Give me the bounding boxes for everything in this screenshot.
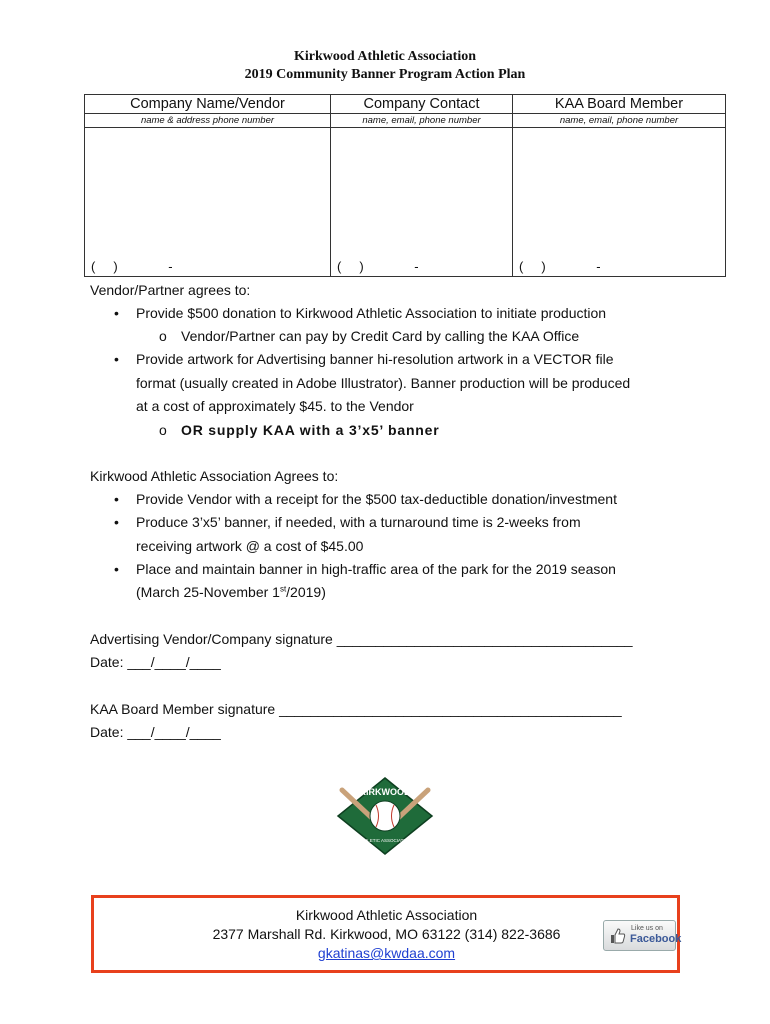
col-header-vendor: Company Name/Vendor (85, 95, 331, 114)
col-header-contact: Company Contact (331, 95, 513, 114)
vendor-bullet-1-sub: Vendor/Partner can pay by Credit Card by calling the KAA Office (181, 328, 580, 344)
bullet-circle: o (159, 328, 167, 344)
contact-entry-cell[interactable] (331, 128, 513, 277)
kaa-bullet-1: Provide Vendor with a receipt for the $500 tax-deductible donation/investment (136, 491, 617, 507)
kirkwood-logo (334, 776, 436, 856)
vendor-signature-line[interactable]: Advertising Vendor/Company signature ______________________________________ (90, 631, 633, 647)
board-signature-line[interactable]: KAA Board Member signature ____________________________________________ (90, 701, 622, 717)
kaa-bullet-2-line-2: receiving artwork @ a cost of $45.00 (136, 538, 364, 554)
bullet-dot: • (114, 491, 119, 507)
kaa-bullet-3-line-2: (March 25-November 1st/2019) (136, 584, 326, 600)
svg-text:ATHLETIC ASSOCIATION: ATHLETIC ASSOCIATION (358, 838, 412, 843)
bullet-dot: • (114, 351, 119, 367)
vendor-heading: Vendor/Partner agrees to: (90, 282, 251, 298)
vendor-bullet-2-line-3: at a cost of approximately $45. to the Vendor (136, 398, 414, 414)
vendor-bullet-2-line-2: format (usually created in Adobe Illustrator). Banner production will be produced (136, 375, 631, 391)
vendor-bullet-2-sub: OR supply KAA with a 3’x5’ banner (181, 422, 440, 438)
bullet-circle: o (159, 422, 167, 438)
vendor-bullet-2-line-1: Provide artwork for Advertising banner hi-resolution artwork in a VECTOR file (136, 351, 614, 367)
facebook-like-button[interactable] (603, 920, 682, 951)
bullet-dot: • (114, 305, 119, 321)
phone-placeholder: ( ) - (91, 259, 173, 274)
board-entry-cell[interactable] (513, 128, 726, 277)
contact-table (84, 94, 726, 277)
vendor-entry-cell[interactable] (85, 128, 331, 277)
fb-brand-text: Facebook (630, 933, 682, 945)
document-subtitle: 2019 Community Banner Program Action Plan (244, 67, 526, 82)
col-subheader-contact: name, email, phone number (331, 114, 513, 128)
bullet-dot: • (114, 514, 119, 530)
vendor-bullet-1: Provide $500 donation to Kirkwood Athletic Association to initiate production (136, 305, 607, 321)
bullet-dot: • (114, 561, 119, 577)
kaa-bullet-2-line-1: Produce 3’x5’ banner, if needed, with a turnaround time is 2-weeks from (136, 514, 581, 530)
vendor-date-line[interactable]: Date: ___/____/____ (90, 654, 221, 670)
contact-footer (91, 895, 680, 973)
col-subheader-board: name, email, phone number (513, 114, 726, 128)
footer-address: 2377 Marshall Rd. Kirkwood, MO 63122 (314) 822-3686 (212, 926, 561, 942)
board-date-line[interactable]: Date: ___/____/____ (90, 724, 221, 740)
kaa-heading: Kirkwood Athletic Association Agrees to: (90, 468, 339, 484)
phone-placeholder: ( ) - (519, 259, 601, 274)
footer-email-link[interactable]: gkatinas@kwdaa.com (317, 945, 456, 961)
document-title: Kirkwood Athletic Association (293, 49, 476, 64)
col-header-board: KAA Board Member (513, 95, 726, 114)
fb-like-text: Like us on (631, 925, 663, 932)
footer-org: Kirkwood Athletic Association (295, 907, 478, 923)
phone-placeholder: ( ) - (337, 259, 419, 274)
kaa-bullet-3-line-1: Place and maintain banner in high-traffic area of the park for the 2019 season (136, 561, 616, 577)
col-subheader-vendor: name & address phone number (85, 114, 331, 128)
thumbs-up-icon (610, 928, 626, 944)
svg-text:KIRKWOOD: KIRKWOOD (359, 787, 411, 797)
